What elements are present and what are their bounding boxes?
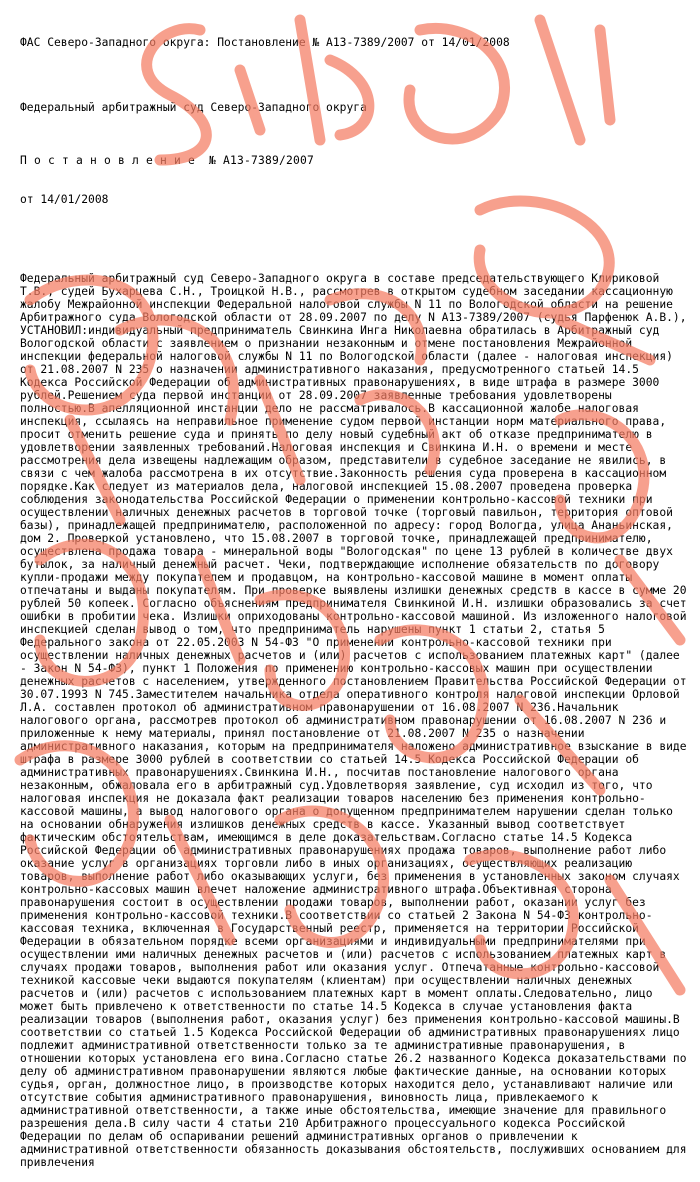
decree-date: от 14/01/2008 [20,193,109,206]
document-title: ФАС Северо-Западного округа: Постановление № А13-7389/2007 от 14/01/2008 [20,36,510,49]
court-name: Федеральный арбитражный суд Северо-Западного округа [20,101,367,114]
document [20,10,694,1182]
document-body: Федеральный арбитражный суд Северо-Западного округа в составе председательствующего Клириковой Т.В., судей Бухарцева С.Н., Троицкой Н.В., рассмотрев в открытом судебном заседании кассационную жалобу Межрайонной инспекции Федеральной налоговой службы N 11 по Вологодской области на решение Арбитражного суда Вологодской области от 28.09.2007 по делу N А13-7389/2007 (судья Парфенюк А.В.), УСТАНОВИЛ:индивидуальный предприниматель Свинкина Инга Николаевна обратилась в Арбитражный суд Вологодской области с заявлением о признании незаконным и отмене постановления Межрайонной инспекции федеральной налоговой службы N 11 по Вологодской области (далее - налоговая инспекция) от 21.08.2007 N 235 о назначении административного наказания, предусмотренного статьей 14.5 Кодекса Российской Федерации об административных правонарушениях, в виде штрафа в размере 3000 рублей.Решением суда первой инстанции от 28.09.2007 заявленные требования удовлетворены полностью.В апелляционной инстанции дело не рассматривалось.В кассационной жалобе налоговая инспекция, ссылаясь на неправильное применение судом первой инстанции норм материального права, просит отменить решение суда и принять по делу новый судебный акт об отказе предпринимателю в удовлетворении заявленных требований.Налоговая инспекция и Свинкина И.Н. о времени и месте рассмотрения дела извещены надлежащим образом, представители в судебное заседание не явились, в связи с чем жалоба рассмотрена в их отсутствие.Законность решения суда проверена в кассационном порядке.Как следует из материалов дела, налоговой инспекцией 15.08.2007 проведена проверка соблюдения законодательства Российской Федерации о применении контрольно-кассовой техники при осуществлении наличных денежных расчетов в торговой точке (торговый павильон, территория оптовой базы), принадлежащей предпринимателю, расположенной по адресу: город Вологда, улица Ананьинская, дом 2. Проверкой установлено, что 15.08.2007 в торговой точке, принадлежащей предпринимателю, осуществлена продажа товара - минеральной воды "Вологодская" по цене 13 рублей в количестве двух бутылок, за наличный денежный расчет. Чеки, подтверждающие исполнение обязательств по договору купли-продажи между покупателем и продавцом, на контрольно-кассовой машине в момент оплаты отпечатаны и выданы покупателям. При проверке выявлены излишки денежных средств в кассе в сумме 20 рублей 50 копеек. Согласно объяснениям предпринимателя Свинкиной И.Н. излишки образовались за счет ошибки в пробитии чека. Излишки оприходованы контрольно-кассовой машиной. Из изложенного налоговой инспекцией сделан вывод о том, что предприниматель нарушены пункт 1 статьи 2, статья 5 Федерального закона от 22.05.2003 N 54-ФЗ "О применении контрольно-кассовой техники при осуществлении наличных денежных расчетов и (или) расчетов с использованием платежных карт" (далее - Закон N 54-ФЗ), пункт 1 Положения по применению контрольно-кассовых машин при осуществлении денежных расчетов с населением, утвержденного постановлением Правительства Российской Федерации от 30.07.1993 N 745.Заместителем начальника отдела оперативного контроля налоговой инспекции Орловой Л.А. составлен протокол об административном правонарушении от 16.08.2007 N 236.Начальник налогового органа, рассмотрев протокол об административном правонарушении от 16.08.2007 N 236 и приложенные к нему материалы, принял постановление от 21.08.2007 N 235 о назначении административного наказания, которым на предпринимателя наложено административное взыскание в виде штрафа в размере 3000 рублей в соответствии со статьей 14.5 Кодекса Российской Федерации об административных правонарушениях.Свинкина И.Н., посчитав постановление налогового органа незаконным, обжаловала его в арбитражный суд.Удовлетворяя заявление, суд исходил из того, что налоговая инспекция не доказала факт реализации товаров населению без применения контрольно-кассовой машины, а вывод налогового органа о допущенном предпринимателем нарушении сделан только на основании обнаружения излишков денежных средств в кассе. Указанный вывод соответствует фактическим обстоятельствам, имеющимся в деле доказательствам.Согласно статье 14.5 Кодекса Российской Федерации об административных правонарушениях продажа товаров, выполнение работ либо оказание услуг в организациях торговли либо в иных организациях, осуществляющих реализацию товаров, выполнение работ либо оказывающих услуги, без применения в установленных законом случаях контрольно-кассовых машин влечет наложение административного штрафа.Объективная сторона правонарушения состоит в осуществлении продажи товаров, выполнении работ, оказании услуг без применения контрольно-кассовой техники.В соответствии со статьей 2 Закона N 54-ФЗ контрольно-кассовая техника, включенная в Государственный реестр, применяется на территории Российской Федерации в обязательном порядке всеми организациями и индивидуальными предпринимателями при осуществлении ими наличных денежных расчетов и (или) расчетов с использованием платежных карт в случаях продажи товаров, выполнения работ или оказания услуг. Отпечатанные контрольно-кассовой техникой кассовые чеки выдаются покупателям (клиентам) при осуществлении наличных денежных расчетов и (или) расчетов с использованием платежных карт в момент оплаты.Следовательно, лицо может быть привлечено к ответственности по статье 14.5 Кодекса в случае установления факта реализации товаров (выполнения работ, оказания услуг) без применения контрольно-кассовой машины.В соответствии со статьей 1.5 Кодекса Российской Федерации об административных правонарушениях лицо подлежит административной ответственности только за те административные правонарушения, в отношении которых установлена его вина.Согласно статье 26.2 названного Кодекса доказательствами по делу об административном правонарушении являются любые фактические данные, на основании которых судья, орган, должностное лицо, в производстве которых находится дело, устанавливают наличие или отсутствие события административного правонарушения, виновность лица, привлекаемого к административной ответственности, а также иные обстоятельства, имеющие значение для правильного разрешения дела.В силу части 4 статьи 210 Арбитражного процессуального кодекса Российской Федерации по делам об оспаривании решений административных органов о привлечении к административной ответственности обязанность доказывания обстоятельств, послуживших основанием для привлечения [20,272,694,1169]
decree-heading: П о с т а н о в л е н и е № А13-7389/2007 [20,154,315,167]
